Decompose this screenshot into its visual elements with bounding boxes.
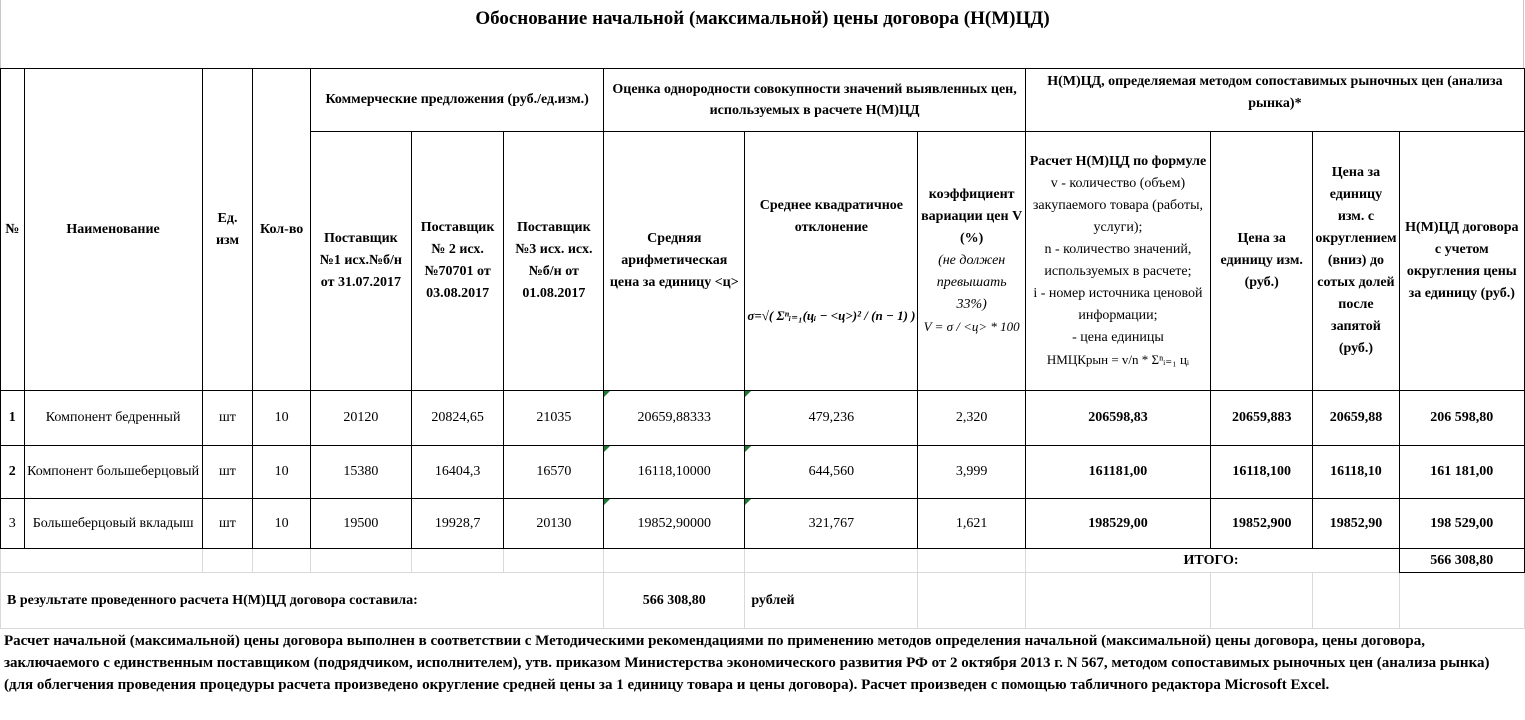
result-empty xyxy=(1025,573,1210,629)
row-name: Компонент бедренный xyxy=(24,391,202,446)
nmck-formula: НМЦКрын = v/n * Σⁿᵢ₌₁ цᵢ xyxy=(1046,352,1190,367)
price-rounded-header: Цена за единицу изм. с округлением (вниз) до сотых долей после запятой (руб.) xyxy=(1313,132,1399,391)
table-row xyxy=(1,499,1525,549)
row-price: 19852,900 xyxy=(1211,499,1313,549)
homogeneity-group-header: Оценка однородности совокупности значений выявленных цен, используемых в расчете Н(М)ЦД xyxy=(604,69,1026,132)
supplier3-header: Поставщик №3 исх. исх.№б/н от 01.08.2017 xyxy=(504,132,604,391)
nmcd-group-header: Н(М)ЦД, определяемая методом сопоставимых рыночных цен (анализа рынка)* xyxy=(1025,69,1524,132)
itogo-empty xyxy=(202,549,253,573)
row-stddev: 321,767 xyxy=(745,499,918,549)
row-qty: 10 xyxy=(253,446,311,499)
row-price: 20659,883 xyxy=(1211,391,1313,446)
col-qty-header: Кол-во xyxy=(253,69,311,391)
row-calc: 206598,83 xyxy=(1025,391,1210,446)
row-num: 3 xyxy=(1,499,25,549)
row-num: 1 xyxy=(1,391,25,446)
supplier2-header: Поставщик № 2 исх. №70701 от 03.08.2017 xyxy=(411,132,504,391)
calc-i-text: i - номер источника ценовой информации; xyxy=(1033,286,1203,323)
row-supplier2: 19928,7 xyxy=(411,499,504,549)
stddev-title: Среднее квадратичное отклонение xyxy=(759,198,904,235)
row-qty: 10 xyxy=(253,499,311,549)
row-unit: шт xyxy=(202,499,253,549)
itogo-empty xyxy=(310,549,411,573)
row-total: 206 598,80 xyxy=(1399,391,1524,446)
row-num: 2 xyxy=(1,446,25,499)
row-cv: 2,320 xyxy=(918,391,1025,446)
row-stddev: 644,560 xyxy=(745,446,918,499)
mean-header: Средняя арифметическая цена за единицу <ц> xyxy=(604,132,745,391)
row-calc: 198529,00 xyxy=(1025,499,1210,549)
row-total: 161 181,00 xyxy=(1399,446,1524,499)
col-name-header: Наименование xyxy=(24,69,202,391)
cv-title: коэффициент вариации цен V (%) xyxy=(921,187,1023,246)
row-name: Большеберцовый вкладыш xyxy=(24,499,202,549)
col-num-header: № xyxy=(1,69,25,391)
row-total: 198 529,00 xyxy=(1399,499,1524,549)
nmcd-table xyxy=(0,68,1525,629)
itogo-empty xyxy=(1,549,203,573)
result-empty xyxy=(1211,573,1313,629)
row-supplier2: 16404,3 xyxy=(411,446,504,499)
row-mean: 20659,88333 xyxy=(604,391,745,446)
result-row xyxy=(1,573,1525,629)
row-unit: шт xyxy=(202,446,253,499)
row-price-rounded: 20659,88 xyxy=(1313,391,1399,446)
row-stddev: 479,236 xyxy=(745,391,918,446)
price-unit-header: Цена за единицу изм. (руб.) xyxy=(1211,132,1313,391)
row-price: 16118,100 xyxy=(1211,446,1313,499)
result-empty xyxy=(1399,573,1524,629)
result-empty xyxy=(1313,573,1399,629)
header-row-group xyxy=(1,69,1525,132)
calc-v-text: v - количество (объем) закупаемого товара (работы, услуги); xyxy=(1032,176,1204,235)
itogo-empty xyxy=(504,549,604,573)
row-supplier1: 20120 xyxy=(310,391,411,446)
sigma-formula: σ=√( Σⁿᵢ₌₁(цᵢ − <ц>)² / (n − 1) ) xyxy=(747,308,916,323)
itogo-empty xyxy=(745,549,918,573)
table-row xyxy=(1,391,1525,446)
offers-group-header: Коммерческие предложения (руб./ед.изм.) xyxy=(310,69,603,132)
calc-c-text: - цена единицы xyxy=(1072,330,1164,345)
calc-title: Расчет Н(М)ЦД по формуле xyxy=(1029,154,1207,169)
row-name: Компонент большеберцовый xyxy=(24,446,202,499)
row-supplier1: 15380 xyxy=(310,446,411,499)
page-title: Обоснование начальной (максимальной) цены договора (Н(М)ЦД) xyxy=(475,8,1050,29)
row-cv: 1,621 xyxy=(918,499,1025,549)
row-supplier2: 20824,65 xyxy=(411,391,504,446)
itogo-empty xyxy=(253,549,311,573)
cv-formula: V = σ / <ц> * 100 xyxy=(923,319,1020,334)
supplier1-header: Поставщик №1 исх.№б/н от 31.07.2017 xyxy=(310,132,411,391)
result-label: В результате проведенного расчета Н(М)ЦД договора составила: xyxy=(1,573,604,629)
row-mean: 19852,90000 xyxy=(604,499,745,549)
row-unit: шт xyxy=(202,391,253,446)
itogo-empty xyxy=(918,549,1025,573)
row-supplier3: 16570 xyxy=(504,446,604,499)
row-price-rounded: 16118,10 xyxy=(1313,446,1399,499)
cv-note: (не должен превышать 33%) xyxy=(936,253,1007,312)
table-row xyxy=(1,446,1525,499)
row-supplier3: 21035 xyxy=(504,391,604,446)
result-empty xyxy=(918,573,1025,629)
itogo-value: 566 308,80 xyxy=(1399,549,1524,573)
itogo-empty xyxy=(411,549,504,573)
nmcd-rounded-header: Н(М)ЦД договора с учетом округления цены за единицу (руб.) xyxy=(1399,132,1524,391)
row-cv: 3,999 xyxy=(918,446,1025,499)
methodology-note: Расчет начальной (максимальной) цены договора выполнен в соответствии с Методическими рекомендациями по применению методов определения начальной (максимальной) цены договора, цены договора, заключаемого с единственным поставщиком (подрядчиком, исполнителем), утв. приказом Министерства экономического развития РФ от 2 октября 2013 г. N 567, методом сопоставимых рыночных цен (анализа рынка) (для облегчения проведения процедуры расчета произведено округление средней цены за 1 единицу товара и цены договора). Расчет произведен с помощью табличного редактора Microsoft Excel. xyxy=(4,633,1490,693)
result-value: 566 308,80 xyxy=(604,573,745,629)
calc-n-text: n - количество значений, используемых в расчете; xyxy=(1044,242,1192,279)
row-mean: 16118,10000 xyxy=(604,446,745,499)
itogo-label: ИТОГО: xyxy=(1183,552,1239,568)
stddev-header xyxy=(745,132,918,391)
col-unit-header: Ед. изм xyxy=(202,69,253,391)
row-calc: 161181,00 xyxy=(1025,446,1210,499)
row-price-rounded: 19852,90 xyxy=(1313,499,1399,549)
cv-header xyxy=(918,132,1025,391)
row-supplier1: 19500 xyxy=(310,499,411,549)
itogo-row xyxy=(1,549,1525,573)
itogo-empty xyxy=(604,549,745,573)
row-qty: 10 xyxy=(253,391,311,446)
calc-header xyxy=(1025,132,1210,391)
result-unit: рублей xyxy=(745,573,918,629)
row-supplier3: 20130 xyxy=(504,499,604,549)
